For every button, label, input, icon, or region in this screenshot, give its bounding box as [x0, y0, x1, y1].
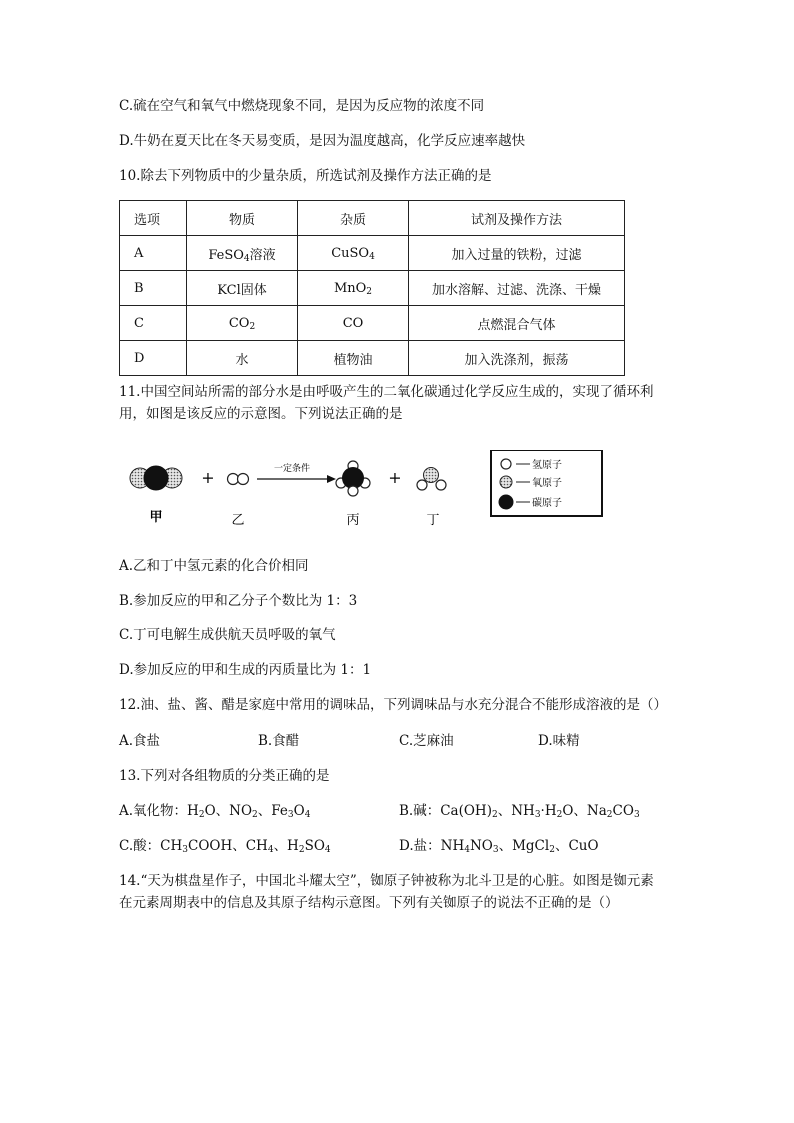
table-header-cell: 物质 — [187, 201, 298, 236]
table-cell: 植物油 — [298, 341, 409, 376]
formula-text: FeSO$_4$溶液 — [208, 247, 276, 264]
q11-option-b: B.参加反应的甲和乙分子个数比为 1：3 — [119, 593, 358, 609]
q13-option-c: C.酸：$CH_3COOH$、$CH_4$、$H_2SO_4$ — [119, 838, 331, 855]
option-label: A.氧化物： — [119, 803, 188, 819]
q10-table — [119, 200, 625, 376]
q10-stem: 10.除去下列物质中的少量杂质，所选试剂及操作方法正确的是 — [119, 168, 492, 184]
table-cell: KCl固体 — [187, 271, 298, 306]
q13-option-a: A.氧化物：$H_2O$、$NO_2$、$Fe_3O_4$ — [119, 803, 311, 820]
table-row — [120, 306, 625, 341]
q9-option-c: C.硫在空气和氧气中燃烧现象不同，是因为反应物的浓度不同 — [119, 98, 485, 114]
label-yi: 乙 — [231, 513, 245, 528]
plus-sign: + — [388, 468, 402, 487]
table-cell: 点燃混合气体 — [409, 306, 625, 341]
table-cell: 加水溶解、过滤、洗涤、干燥 — [409, 271, 625, 306]
arrow-head — [327, 475, 336, 483]
q11-option-a: A.乙和丁中氢元素的化合价相同 — [119, 558, 309, 574]
q13-option-b: B.碱：$Ca(OH)_2$、$NH_3\cdot H_2O$、$Na_2CO_3$ — [399, 803, 640, 820]
table-cell — [187, 236, 298, 271]
table-cell: 加入洗涤剂，振荡 — [409, 341, 625, 376]
table-row — [120, 236, 625, 271]
molecule-jia — [130, 466, 182, 490]
table-cell — [187, 306, 298, 341]
q12-option-a: A.食盐 — [119, 733, 161, 749]
option-label: D.盐： — [399, 838, 441, 854]
q12-option-d: D.味精 — [538, 733, 580, 749]
q12-stem: 12.油、盐、酱、醋是家庭中常用的调味品，下列调味品与水充分混合不能形成溶液的是（） — [119, 697, 667, 713]
table-cell: B — [120, 271, 187, 306]
q13-stem: 13.下列对各组物质的分类正确的是 — [119, 768, 330, 784]
table-cell: A — [120, 236, 187, 271]
table-row — [120, 341, 625, 376]
q11-option-d: D.参加反应的甲和生成的丙质量比为 1：1 — [119, 662, 372, 678]
q9-option-d: D.牛奶在夏天比在冬天易变质，是因为温度越高，化学反应速率越快 — [119, 133, 526, 149]
plus-sign: + — [201, 468, 215, 487]
table-cell — [298, 271, 409, 306]
reaction-condition: 一定条件 — [273, 464, 311, 474]
molecule-ding — [417, 468, 446, 491]
formula-text: $CO_2$ — [228, 315, 256, 332]
q14-stem-line1: 14.“天为棋盘星作子，中国北斗耀太空”，铷原子钟被称为北斗卫是的心脏。如图是铷元素 — [119, 873, 654, 889]
q12-option-b: B.食醋 — [258, 733, 300, 749]
formula-text: CuSO$_4$ — [331, 245, 375, 262]
q11-stem-line1: 11.中国空间站所需的部分水是由呼吸产生的二氧化碳通过化学反应生成的，实现了循环利 — [119, 384, 654, 400]
option-label: B.碱： — [399, 803, 441, 819]
table-cell: CO — [298, 306, 409, 341]
label-ding: 丁 — [426, 513, 440, 528]
molecule-bing — [336, 461, 370, 496]
legend-carbon: 碳原子 — [532, 498, 562, 509]
legend-hydrogen: 氢原子 — [532, 460, 562, 471]
q11-stem-line2: 用，如图是该反应的示意图。下列说法正确的是 — [119, 406, 403, 422]
option-label: C.酸： — [119, 838, 161, 854]
legend — [491, 450, 602, 516]
table-cell — [298, 236, 409, 271]
molecule-yi — [228, 474, 249, 485]
q13-option-d: D.盐：$NH_4NO_3$、MgCl$_2$、CuO — [399, 838, 599, 855]
table-cell: 加入过量的铁粉，过滤 — [409, 236, 625, 271]
label-bing: 丙 — [346, 513, 360, 528]
table-cell: C — [120, 306, 187, 341]
table-header-cell: 试剂及操作方法 — [409, 201, 625, 236]
reaction-diagram — [122, 450, 612, 538]
table-header-cell: 杂质 — [298, 201, 409, 236]
q12-option-c: C.芝麻油 — [399, 733, 454, 749]
q11-option-c: C.丁可电解生成供航天员呼吸的氧气 — [119, 627, 336, 643]
table-cell: D — [120, 341, 187, 376]
table-row — [120, 271, 625, 306]
label-jia: 甲 — [149, 510, 163, 525]
table-header-cell: 选项 — [120, 201, 187, 236]
formula-text: MnO$_2$ — [333, 280, 373, 297]
legend-oxygen: 氧原子 — [532, 478, 562, 489]
q14-stem-line2: 在元素周期表中的信息及其原子结构示意图。下列有关铷原子的说法不正确的是（） — [119, 895, 619, 911]
table-header-row — [120, 201, 625, 236]
table-cell: 水 — [187, 341, 298, 376]
